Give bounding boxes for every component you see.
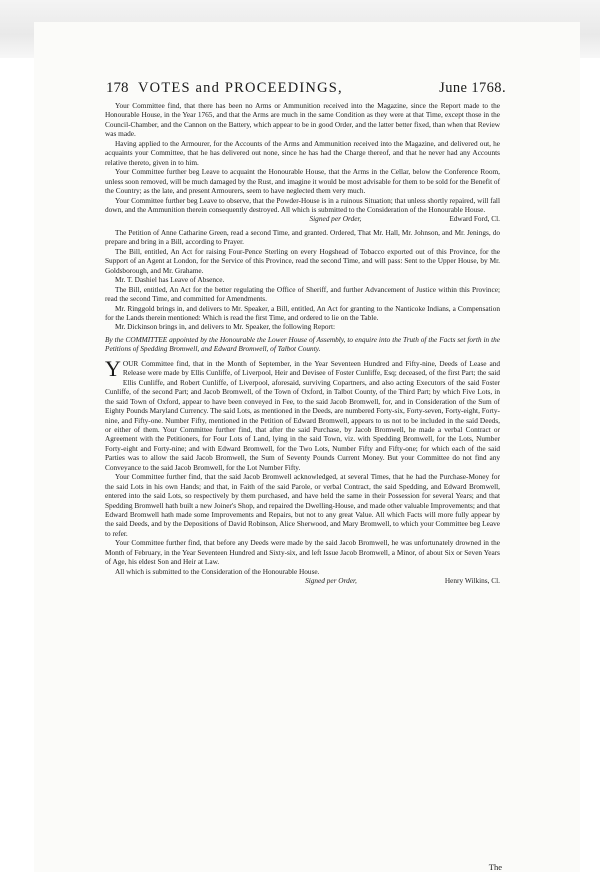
paragraph: Having applied to the Armourer, for the Accounts of the Arms and Ammunition received into the Magazine, and delivered out, he acquaints your Committee, that he has delivered out none, since he has had the Charge thereof, and that he never had any Accounts relative thereto, given in to him. — [105, 138, 500, 167]
page-title: VOTES and PROCEEDINGS, — [138, 80, 343, 96]
signature-block — [105, 576, 500, 585]
proceeding: The Bill, entitled, An Act for the better regulating the Office of Sheriff, and further Advancement of Justice within this Province; read the second Time, and committed for Amendments. — [105, 284, 500, 304]
proceeding: Mr. T. Dashiel has Leave of Absence. — [115, 275, 225, 285]
proceeding: Mr. Ringgold brings in, and delivers to Mr. Speaker, a Bill, entitled, An Act for granting to the Nanticoke Indians, a Compensation for the Lands therein mentioned: Which is read the first Time, and ordered to lie on the Table. — [105, 303, 500, 322]
proceeding: The Bill, entitled, An Act for raising Four-Pence Sterling on every Hogshead of Tobacco exported out of this Province, for the Support of an Agent at London, for the Service of this Province, read the second Time, and will pass: Sent to the Upper House, by Mr. Goldsborough, and Mr. Grahame. — [105, 246, 500, 275]
report-paragraph: All which is submitted to the Consideration of the Honourable House. — [115, 566, 320, 576]
catchword: The — [488, 862, 502, 872]
drop-cap: Y — [105, 355, 121, 381]
clerk-name: Edward Ford, Cl. — [449, 214, 500, 224]
paragraph: Your Committee further beg Leave to observe, that the Powder-House is in a ruinous Situation; that unless shortly repaired, will fall down, and the Ammunition therein consequently destroyed. All which is submitted to the Consideration of the Honourable House. — [105, 195, 500, 214]
page-number: 178 — [106, 80, 129, 96]
proceeding: Mr. Dickinson brings in, and delivers to Mr. Speaker, the following Report: — [115, 322, 336, 332]
report-text: OUR Committee find, that in the Month of September, in the Year Seventeen Hundred and Fifty-nine, Deeds of Lease and Release were made by Ellis Cunliffe, of Liverpool, Heir and Devisee of Foster Cunliffe, Esq; deceased, of the first Part; the said Ellis Cunliffe, and Robert Cunliffe, of Liverpool, aforesaid, surviving Copartners, and also acting Executors of the said Foster Cunliffe, of the second Part; and Jacob Bromwell, of the Town of Oxford, in Talbot County, of the Third Part; by which Five Lots, in the said Town of Oxford, appear to have been conveyed in Fee, to the said Jacob Bromwell, for, and in Consideration of the Sum of Eighty Pounds Maryland Currency. The said Lots, as mentioned in the Deeds, are numbered Forty-six, Forty-seven, Forty-eight, Forty-nine, and Fifty-one. Number Fifty, mentioned in the Petition of Edward Bromwell, appears to us not to be included in the said Deeds, or either of them. Your Committee further find, that after the said Purchase, by Jacob Bromwell, he made a verbal Contract or Agreement with the Petitioners, for Four Lots of Land, lying in the said Town, viz. with Spedding Bromwell, for the Lots, Number Forty-eight and Forty-nine; and with Edward Bromwell, for the Two Lots, Number Fifty and Fifty-one; for which each of the said Parties was to allow the said Jacob Bromwell, the Sum of Seventy Pounds Current Money. But your Committee do not find any Conveyance to the said Jacob Bromwell, for the Lot Number Fifty. — [105, 358, 500, 472]
running-head — [106, 80, 506, 98]
report-paragraph: Your Committee further find, that the said Jacob Bromwell acknowledged, at several Times, that he had the Purchase-Money for the said Lots in his own Hands; and that, in Faith of the said Parole, or verbal Contract, the said Spedding, and Edward Bromwell, entered into the said Lots, so respectively by them purchased, and have held the same in their Possession for several Years; and that Spedding Bromwell hath built a new Joiner's Shop, and repaired the Dwelling-House, and made other valuable Improvements; and that Edward Bromwell hath made some Improvements and Repairs, but not to any great Value. All which Facts will more fully appear by the said Deeds, and by the Depositions of David Robinson, Alice Sherwood, and Mary Bromwell, to which your Committee beg Leave to refer. — [105, 472, 500, 538]
clerk-name: Henry Wilkins, Cl. — [444, 576, 500, 586]
page-date: June 1768. — [439, 80, 506, 96]
paragraph: Your Committee find, that there has been no Arms or Ammunition received into the Magazine, since the Report made to the Honourable House, in the Year 1765, and that the Arms are much in the same Condition as they were at that Time, except those in the Council-Chamber, and the Cannon on the Battery, which appear to be in good Order, and the latter better fixed, than when that Review was made. — [105, 101, 500, 139]
signed-per-order: Signed per Order, — [309, 214, 362, 224]
signed-per-order: Signed per Order, — [305, 576, 357, 586]
committee-heading: By the COMMITTEE appointed by the Honourable the Lower House of Assembly, to enquire into the Truth of the Facts set forth in the Petitions of Spedding Bromwell, and Edward Bromwell, of Talbot County. — [105, 334, 500, 354]
report-paragraph: Your Committee further find, that before any Deeds were made by the said Jacob Bromwell, he was unfortunately drowned in the Month of February, in the Year Seventeen Hundred and Sixty-six, and left Issue Jacob Bromwell, a Minor, of about Six or Seven Years of Age, his eldest Son and Heir at Law. — [105, 538, 500, 567]
document-body — [105, 101, 500, 586]
report-paragraph — [105, 355, 500, 472]
paragraph: Your Committee further beg Leave to acquaint the Honourable House, that the Arms in the Cellar, below the Conference Room, unless soon removed, will be much damaged by the Rust, and imagine it would be most advisable for them to be sold for the Benefit of the Country; as the late, and present Armourers, seem to have neglected them very much. — [105, 167, 500, 196]
signature-block — [105, 214, 500, 223]
proceeding: The Petition of Anne Catharine Green, read a second Time, and granted. Ordered, That Mr. Hall, Mr. Johnson, and Mr. Jenings, do prepare and bring in a Bill, according to Prayer. — [105, 227, 500, 247]
